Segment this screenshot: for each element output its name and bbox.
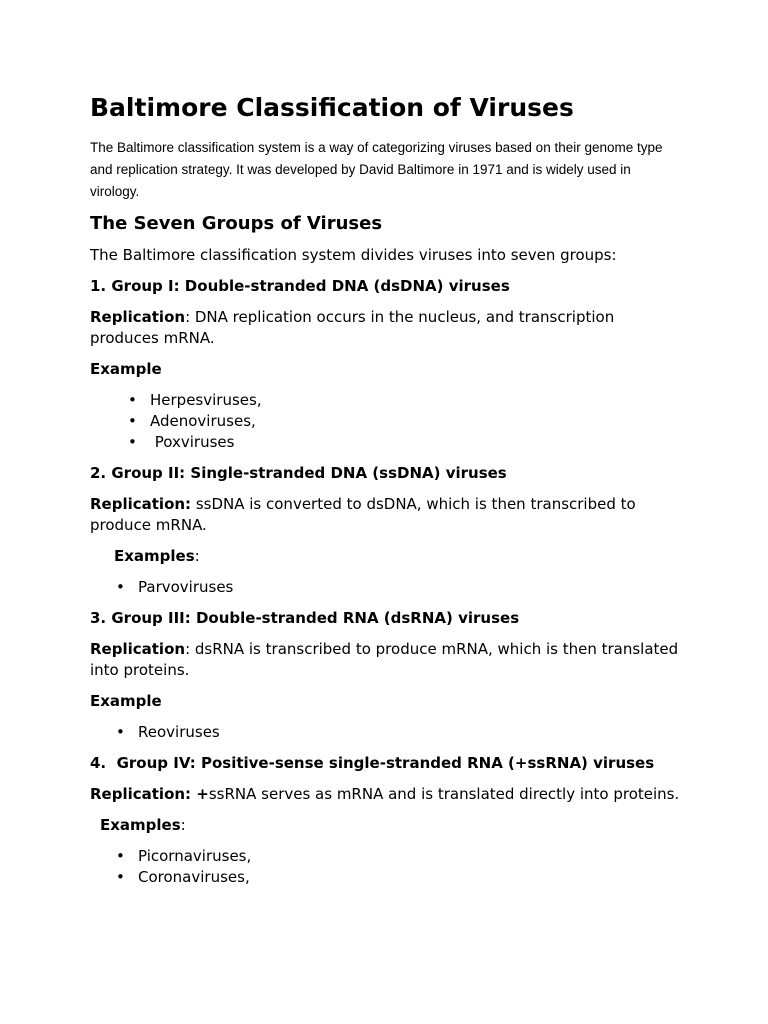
replication-text: : DNA replication occurs in the nucleus, and transcription produces mRNA. <box>90 308 615 347</box>
replication-label: Replication: <box>90 495 192 513</box>
section-lead: The Baltimore classification system divides viruses into seven groups: <box>90 246 617 264</box>
example-label-text: Example <box>90 360 162 378</box>
replication-text: ssRNA serves as mRNA and is translated directly into proteins. <box>208 785 680 803</box>
replication-label: Replication: + <box>90 785 209 803</box>
list-item <box>90 577 680 598</box>
group-3-example-list <box>90 722 680 743</box>
example-text: Herpesviruses, <box>150 391 262 409</box>
group-1-replication <box>90 307 680 349</box>
group-4-example-label <box>90 815 680 836</box>
group-1-heading: 1. Group I: Double-stranded DNA (dsDNA) viruses <box>90 277 510 295</box>
list-item <box>90 390 680 411</box>
list-item <box>90 432 680 453</box>
example-label-text: Examples <box>100 816 181 834</box>
section-heading: The Seven Groups of Viruses <box>90 213 383 234</box>
replication-label: Replication <box>90 308 186 326</box>
group-3-replication <box>90 639 680 681</box>
group-2-example-label <box>90 546 680 567</box>
example-label-text: Examples <box>114 547 195 565</box>
group-1-example-label <box>90 359 680 380</box>
example-text: Coronaviruses, <box>138 868 250 886</box>
example-text: Picornaviruses, <box>138 847 252 865</box>
group-4-replication <box>90 784 680 805</box>
group-1-example-list <box>90 390 680 453</box>
bullet-icon: • <box>116 578 125 596</box>
bullet-icon: • <box>116 868 125 886</box>
bullet-icon: • <box>128 391 137 409</box>
list-item <box>90 411 680 432</box>
group-3-example-label <box>90 691 680 712</box>
replication-text: ssDNA is converted to dsDNA, which is then transcribed to produce mRNA. <box>90 495 636 534</box>
example-label-text: Example <box>90 692 162 710</box>
bullet-icon: • <box>116 847 125 865</box>
example-text: Adenoviruses, <box>150 412 256 430</box>
bullet-icon: • <box>116 723 125 741</box>
list-item <box>90 722 680 743</box>
list-item <box>90 867 680 888</box>
replication-text: : dsRNA is transcribed to produce mRNA, which is then translated into proteins. <box>90 640 679 679</box>
list-item <box>90 846 680 867</box>
group-2-heading: 2. Group II: Single-stranded DNA (ssDNA) viruses <box>90 464 507 482</box>
example-text: Reoviruses <box>138 723 220 741</box>
intro-paragraph: The Baltimore classification system is a way of categorizing viruses based on their genome type and replication strategy. It was developed by David Baltimore in 1971 and is widely used in virology. <box>90 140 663 199</box>
page-title: Baltimore Classification of Viruses <box>90 93 574 122</box>
group-4-example-list <box>90 846 680 888</box>
group-3-heading: 3. Group III: Double-stranded RNA (dsRNA) viruses <box>90 609 520 627</box>
bullet-icon: • <box>128 433 137 451</box>
example-label-colon: : <box>194 547 200 565</box>
example-text: Parvoviruses <box>138 578 234 596</box>
example-text: Poxviruses <box>150 433 235 451</box>
bullet-icon: • <box>128 412 137 430</box>
document-page <box>90 90 680 888</box>
group-4-heading: 4. Group IV: Positive-sense single-stranded RNA (+ssRNA) viruses <box>90 754 655 772</box>
replication-label: Replication <box>90 640 186 658</box>
group-2-replication <box>90 494 680 536</box>
example-label-colon: : <box>180 816 186 834</box>
group-2-example-list <box>90 577 680 598</box>
